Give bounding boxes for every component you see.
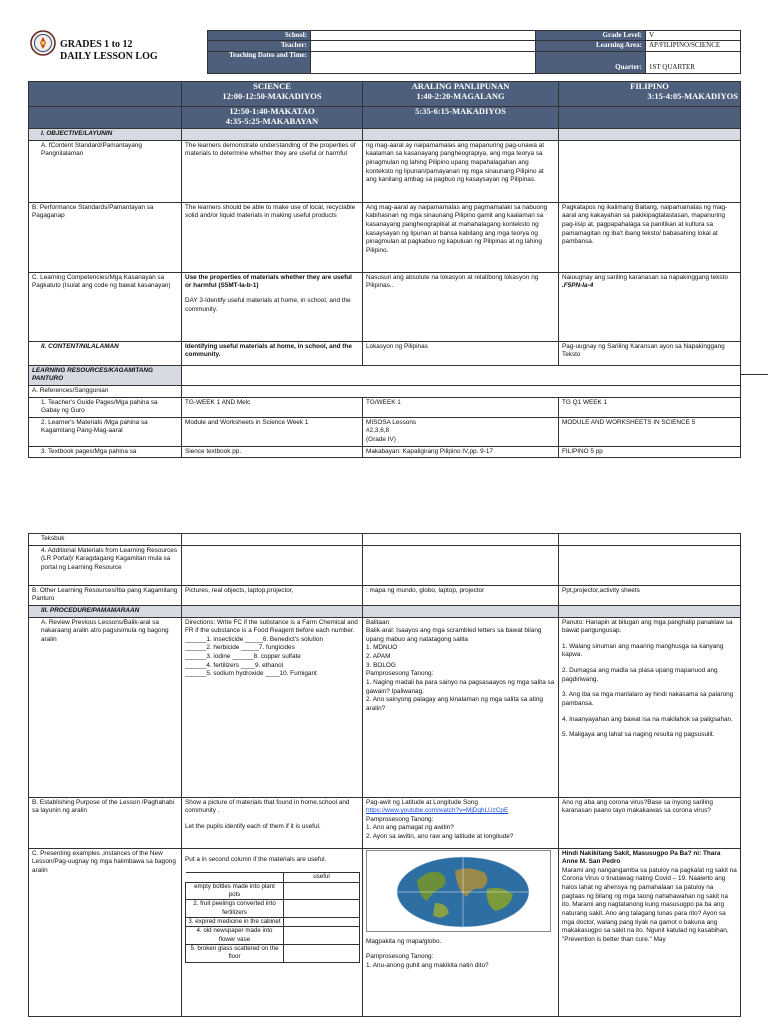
useful-check-cell[interactable] bbox=[284, 918, 360, 927]
doc-title-grades: GRADES 1 to 12 bbox=[60, 39, 133, 50]
textbook-label: 3. Textbook pages/Mga pahina sa bbox=[29, 446, 182, 458]
content-standard-label: A. fContent Standard/Pamantayang Pangnilalaman bbox=[29, 140, 182, 202]
performance-standard-filipino: Pagkatapos ng ikalimang Baitang, naipamamalas ng mag-aaral ang kakayahan sa pakikipagtalastasan, mapanuring pag-iisip at, pagpapahalaga sa panitikan at kultura sa pamamagitan ng iba't ibang teksto/ babasahing lokal at pambansa. bbox=[559, 202, 741, 272]
content-standard-science: The learners demonstrate understanding of the properties of materials to determine whether they are useful or harmful bbox=[182, 140, 363, 202]
presenting-filipino bbox=[559, 848, 741, 1016]
deped-seal-logo bbox=[30, 30, 56, 56]
school-field[interactable] bbox=[311, 31, 536, 41]
latitude-song-link[interactable]: https://www.youtube.com/watch?v=MjDqhLUzCpE bbox=[366, 807, 509, 815]
useful-check-cell[interactable] bbox=[284, 900, 360, 918]
other-resources-filipino: Ppt,projector,activity sheets bbox=[559, 585, 741, 605]
teksbuk-label: Teksbuk bbox=[29, 534, 182, 546]
overflow-rule bbox=[740, 374, 768, 375]
teachers-guide-filipino: TG Q1 WEEK 1 bbox=[559, 397, 741, 417]
presenting-science: Put a in second column if the materials are useful. useful empty bottles made into plant pots 2. fruit peelings converted into fertilizers 3. expired medicine in the cabinet 4. old newspaper made into flower vase 5. broken glass scattered on the floor bbox=[182, 848, 363, 1016]
review-filipino: Panuto: Hanapin at bilugan ang mga panghalip panaklaw sa bawat pangungusap. 1. Walang sinuman ang maaring manghusga sa kanyang kapwa. 2. Dumagsa ang madla sa plasa upang mapanuod ang pagdiriwang. 3. Ang iba sa mga manlalaro ay hindi nakasama sa palarong pambansa. 4. Inaanyayahan ang bawat isa na makilahok sa paligsahan. 5. Maligaya ang lahat sa naging resulta ng pagsusulit. bbox=[559, 617, 741, 797]
learners-materials-filipino: MODULE AND WORKSHEETS IN SCIENCE 5 bbox=[559, 417, 741, 446]
content-ap: Lokasyon ng Pilipinas bbox=[363, 341, 559, 365]
useful-check-cell[interactable] bbox=[284, 927, 360, 945]
competency-filipino: Naiuugnay ang sariling karanasan sa napakinggang teksto .F5PN-Ia-4 bbox=[559, 272, 741, 341]
review-ap: Balitaan Balik-aral: Isaayos ang mga scrambled letters sa bawat bilang upang mabuo ang natatagong salita 1. MDNUO 2. APAM 3. BOLOG Pamprosesong Tanong: 1. Naging madali ba para sainyo na pagsasaayos ng mga salita sa gawain? Ipaliwanag. 2. Ano sainyong palagay ang kinalaman ng mga salita sa ating aralin? bbox=[363, 617, 559, 797]
story-title: Hindi Nakikitang Sakit, Masusugpo Pa Ba? ni: Thara Anne M. San Pedro bbox=[562, 849, 721, 866]
content-label: II. CONTENT/NILALAMAN bbox=[29, 341, 182, 365]
other-resources-science: Pictures, real objects, laptop,projector, bbox=[182, 585, 363, 605]
science-heading: SCIENCE 12:00-12:50-MAKADIYOS bbox=[182, 82, 363, 107]
review-label: A. Review Previous Lessons/Balik-aral sa nakaraang aralin at/o pagsisimula ng bagong aralin bbox=[29, 617, 182, 797]
content-science: Identifying useful materials at home, in school, and the community. bbox=[182, 341, 363, 365]
useful-column-header: useful bbox=[284, 873, 360, 882]
textbook-science: Sience textbook pp. bbox=[182, 446, 363, 458]
competency-science: Use the properties of materials whether they are useful or harmful (S5MT-Ia-b-1) DAY 3-Identify useful materials at home, in school, and the community. bbox=[182, 272, 363, 341]
content-standard-ap: ng mag-aaral ay naipamamalas ang mapanuring pag-unawa at kaalaman sa kasanayang pangheograpiya, ang mga teorya sa pinagmulan ng lahing Pilipino upang mapahalagahan ang konteksto ng lipunan/pamayanan ng mga sinaunang Pilipino at ang kanilang ambag sa pagbuo ng kasaysayan ng Pilipinas. bbox=[363, 140, 559, 202]
dll-table-page2 bbox=[28, 533, 741, 1017]
useful-check-cell[interactable] bbox=[284, 945, 360, 963]
header-info-table bbox=[207, 30, 741, 74]
teacher-field[interactable] bbox=[311, 41, 536, 51]
learners-materials-science: Module and Worksheets in Science Week 1 bbox=[182, 417, 363, 446]
other-resources-ap: : mapa ng mundo, globo, laptop, projector bbox=[363, 585, 559, 605]
teachers-guide-science: TG-WEEK 1 AND Melc bbox=[182, 397, 363, 417]
presenting-ap: Magpakita ng mapa/globo. Pamprosesong Tanong: 1. Anu-anong guhit ang makikita natin dito? bbox=[363, 848, 559, 1016]
teachers-guide-label: 1. Teacher's Guide Pages/Mga pahina sa Gabay ng Guro bbox=[29, 397, 182, 417]
ap-schedule-2: 5:35-6:15-MAKADIYOS bbox=[363, 107, 559, 129]
doc-title-dll: DAILY LESSON LOG bbox=[60, 51, 158, 62]
learning-resources-section: LEARNING RESOURCES/KAGAMITANG PANTURO bbox=[29, 365, 182, 385]
purpose-science: Show a picture of materials that found in home,school and community . Let the pupils identify each of them if it is useful. bbox=[182, 797, 363, 848]
content-filipino: Pag-uugnay ng Sariling Karansan ayon sa Napakinggang Teksto bbox=[559, 341, 741, 365]
useful-item: 4. old newspaper made into flower vase bbox=[186, 927, 284, 945]
grade-level-value: V bbox=[646, 31, 741, 41]
dates-label: Teaching Dates and Time: bbox=[208, 51, 311, 73]
other-resources-label: B. Other Learning Resources/Iba pang Kagamitang Panturo bbox=[29, 585, 182, 605]
additional-materials-label: 4. Additional Materials from Learning Resources (LR Portal)/ Karagdagang Kagamitan mula sa portal ng Learning Resource bbox=[29, 545, 182, 585]
ap-heading: ARALING PANLIPUNAN 1:40-2:20-MAGALANG bbox=[363, 82, 559, 107]
filipino-heading: FILIPINO 3:15-4:05-MAKADIYOS bbox=[559, 82, 741, 107]
textbook-ap: Makabayan: Kapaligirang Pilipino IV,pp. 9-17 bbox=[363, 446, 559, 458]
useful-item: empty bottles made into plant pots bbox=[186, 882, 284, 900]
competency-label: C. Learning Competencies/Mga Kasanayan sa Pagkatuto (Isulat ang code ng bawat kasanayan) bbox=[29, 272, 182, 341]
useful-materials-table bbox=[185, 872, 360, 963]
references-label: A. References/Sanggunian bbox=[29, 385, 182, 397]
globe-picture bbox=[366, 850, 551, 932]
quarter-value: 1ST QUARTER bbox=[646, 51, 741, 73]
learning-area-label: Learning Area: bbox=[536, 41, 646, 51]
purpose-label: B. Establishing Purpose of the Lesson /Paghahabi sa layunin ng aralin bbox=[29, 797, 182, 848]
dll-table-page1 bbox=[28, 81, 741, 458]
useful-item: 2. fruit peelings converted into fertilizers bbox=[186, 900, 284, 918]
procedure-section: III. PROCEDURE/PAMAMARAAN bbox=[29, 605, 182, 617]
useful-item: 5. broken glass scattered on the floor bbox=[186, 945, 284, 963]
useful-item: 3. expired medicine in the cabinet bbox=[186, 918, 284, 927]
performance-standard-ap: Ang mag-aaral ay naipamamalas ang pagmamalaki sa nabuong kabihasnan ng mga sinaunang Pilipino gamit ang kaalaman sa kasanayang pangheograpikal at mahahalagang konteksto ng kasaysayan ng lipunan at bansa kabilang ang mga teorya ng pinagmulan at pagkabuo ng kapuluan ng Pilipinas at ng lahing Pilipino. bbox=[363, 202, 559, 272]
grade-level-label: Grade Level: bbox=[536, 31, 646, 41]
review-science: Directions: Write FC if the substance is a Farm Chemical and FR if the substance is a Food Reagent before each number. ______1. insecticide _____6. Benedict's solution ______2. herbicide _____7. fungicides ______3. iodine ______8. copper sulfate ______4. fertilizers ____9. ethanol ______5. sodium hydroxide ____10. Fumigant bbox=[182, 617, 363, 797]
blank-corner-cell bbox=[29, 82, 182, 107]
performance-standard-science: The learners should be able to make use of local, recyclable solid and/or liquid materials in making useful products bbox=[182, 202, 363, 272]
objective-section: I. OBJECTIVE/LAYUNIN bbox=[29, 129, 182, 141]
presenting-label: C. Presenting examples ,instances of the New Lesson/Pag-uugnay ng mga halimbawa sa bagong aralin bbox=[29, 848, 182, 1016]
purpose-filipino: Ano ng aba ang corona virus?Base sa inyong sariling karanasan paano tayo makakaiwas sa corona virus? bbox=[559, 797, 741, 848]
learning-area-value: AP/FILIPINO/SCIENCE bbox=[646, 41, 741, 51]
learners-materials-label: 2. Learner's Materials /Mga pahina sa Kagamitang Pang-Mag-aaral bbox=[29, 417, 182, 446]
teachers-guide-ap: TG/WEEK 1 bbox=[363, 397, 559, 417]
competency-ap: Nasusuri ang absolute na lokasyon at relatibong lokasyon ng Pilipinas.. bbox=[363, 272, 559, 341]
quarter-label: Quarter: bbox=[536, 51, 646, 73]
useful-check-cell[interactable] bbox=[284, 882, 360, 900]
purpose-ap: Pag-awit ng Latitude at Longitude Song https://www.youtube.com/watch?v=MjDqhLUzCpE Pamprosesong Tanong: 1. Ano ang pamagat ng awitin? 2. Ayon sa awitin, ano raw ang latitude at longitude? bbox=[363, 797, 559, 848]
learners-materials-ap: MISOSA Lessons #2,3,6,8 (Grade IV) bbox=[363, 417, 559, 446]
school-label: School: bbox=[208, 31, 311, 41]
textbook-filipino: FILIPINO 5 pp bbox=[559, 446, 741, 458]
story-body: Marami ang nangangamba sa patuloy na pagkalat ng sakit na Corona Virus o tinatawag nating Covid – 19. Naalerto ang halos lahat ng ahensya ng pamahalaan sa patuloy na pagtaas ng bilang ng mga taong nahahawahan ng sakit na ito. Marami ang nagtatanong kung masusugpo pa ba ang naturang sakit. Ano ang talagang lunas para rito? Ayon sa mga doctor, walang pang tiyak na gamot o bakuna ang makakasugpo sa sakit na ito. Ngunit katulad ng kasabihan, "Prevention is better than cure." May bbox=[562, 866, 737, 943]
performance-standard-label: B. Performance Standards/Pamantayan sa Pagaganap bbox=[29, 202, 182, 272]
science-schedule-2: 12:50-1:40-MAKATAO 4:35-5:25-MAKABAYAN bbox=[182, 107, 363, 129]
teacher-label: Teacher: bbox=[208, 41, 311, 51]
dates-field[interactable] bbox=[311, 51, 536, 73]
